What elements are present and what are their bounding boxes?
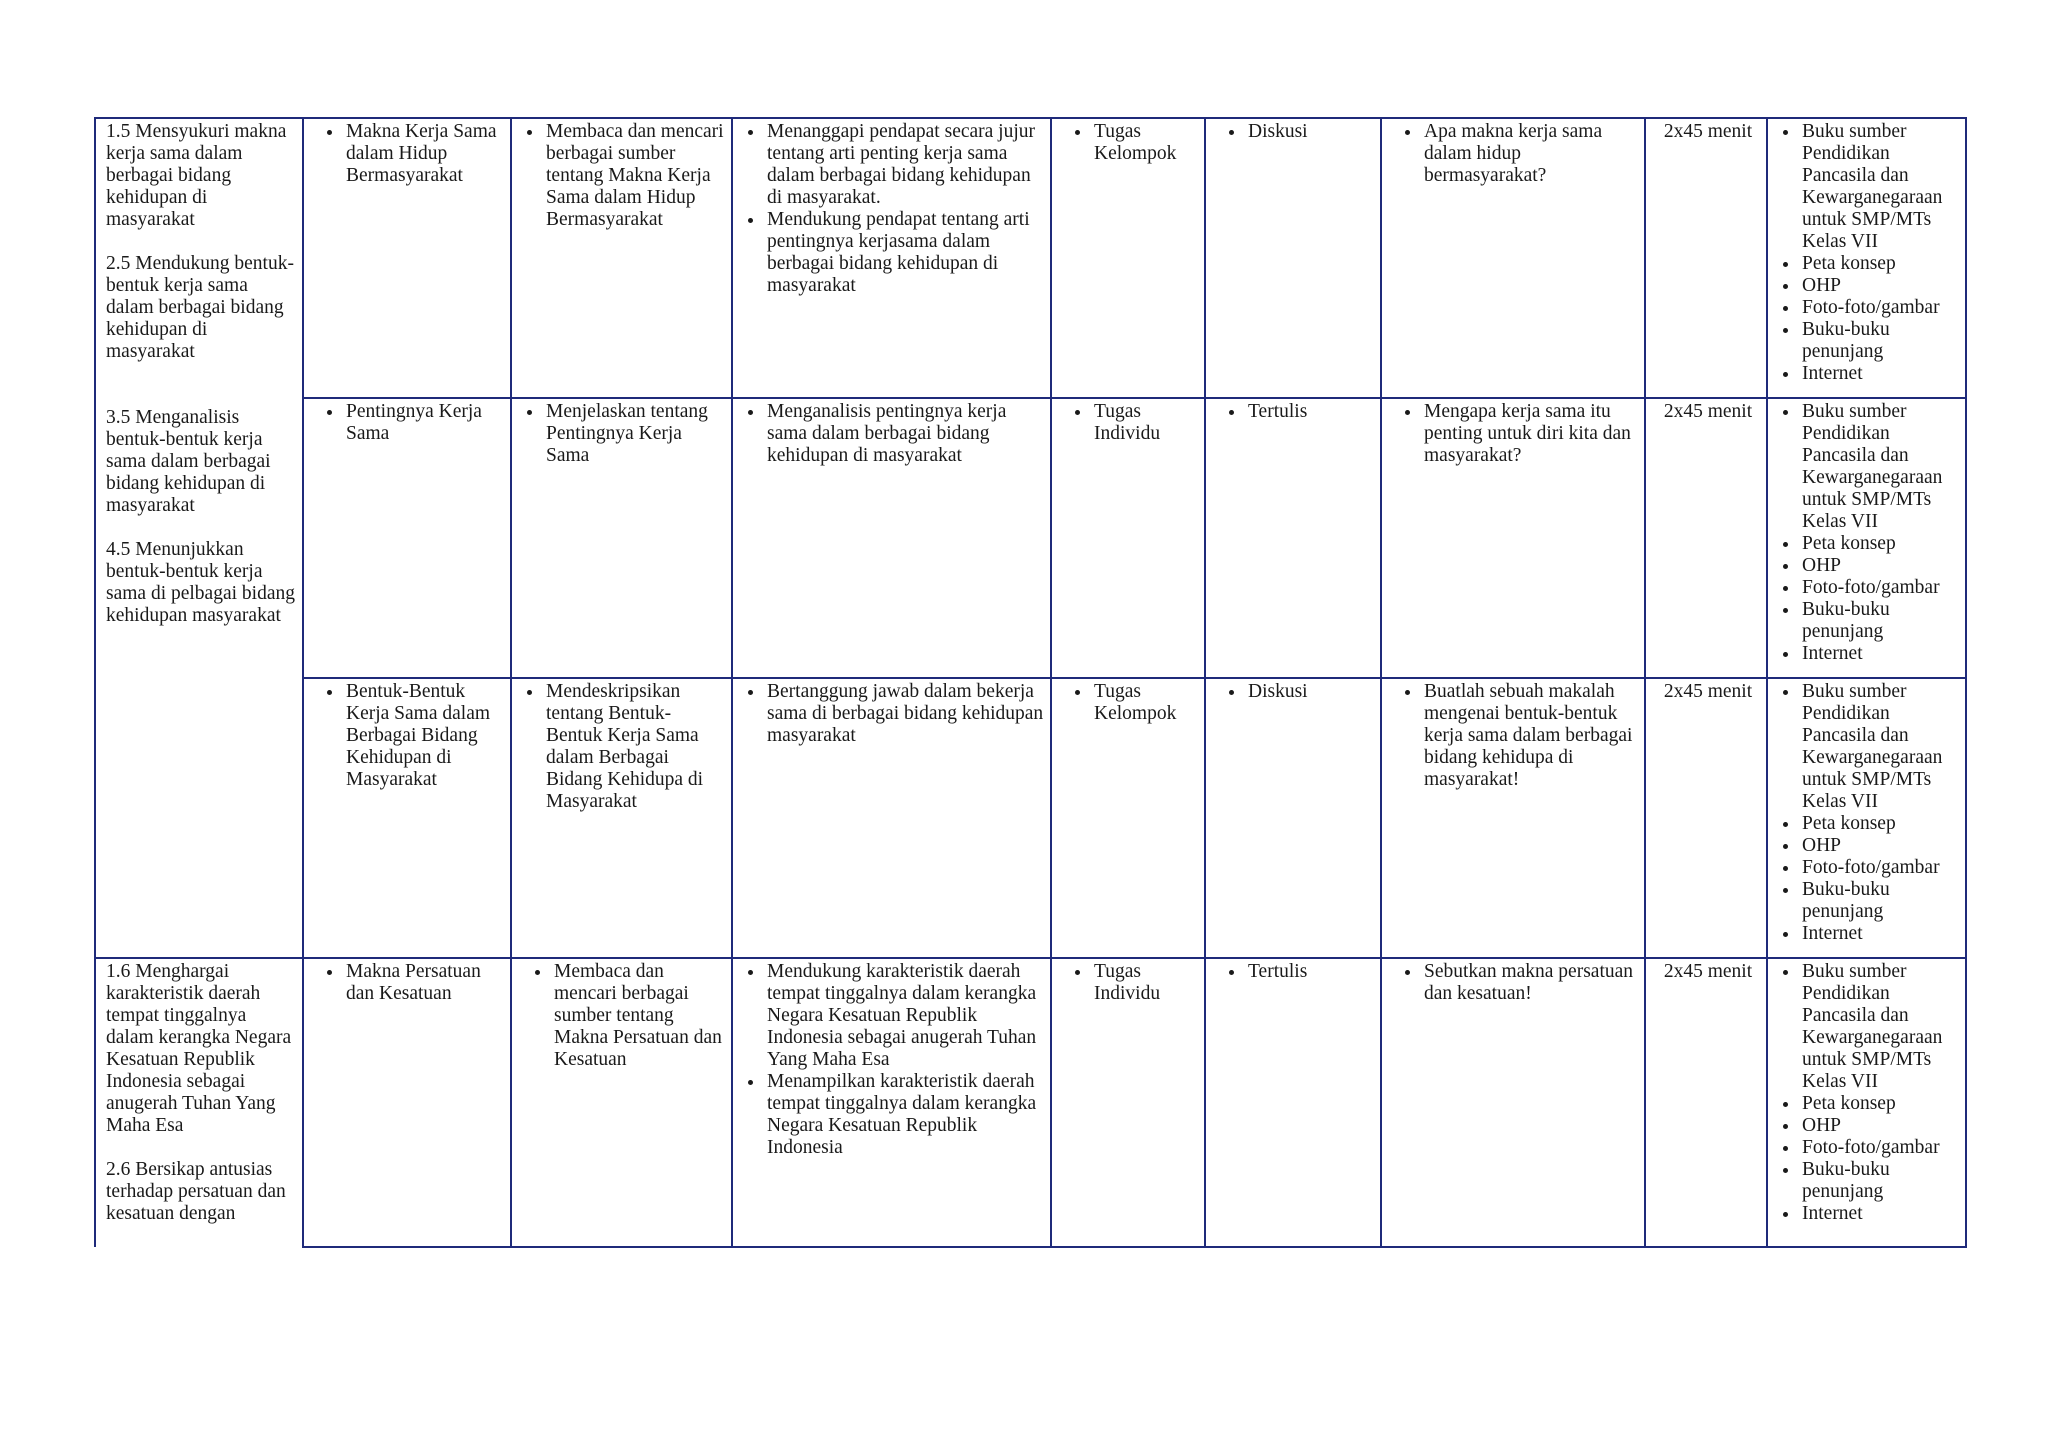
- teknik-cell: [1051, 118, 1205, 398]
- sumber-item: • OHP: [1800, 835, 1959, 857]
- instrumen-text: • Apa makna kerja sama dalam hidup bermasyarakat?: [1422, 121, 1638, 187]
- sumber-item: • OHP: [1800, 555, 1959, 577]
- sumber-item: • Buku-buku penunjang: [1800, 879, 1959, 923]
- instrumen-text: • Mengapa kerja sama itu penting untuk diri kita dan masyarakat?: [1422, 401, 1638, 467]
- sumber-item: • Foto-foto/gambar: [1800, 857, 1959, 879]
- indikator-item: • Bertanggung jawab dalam bekerja sama di berbagai bidang kehidupan masyarakat: [765, 681, 1044, 747]
- materi-text: • Pentingnya Kerja Sama: [344, 401, 504, 445]
- sumber-item: • Buku-buku penunjang: [1800, 599, 1959, 643]
- teknik-text: • Tugas Individu: [1092, 401, 1198, 445]
- sumber-item: • Peta konsep: [1800, 813, 1959, 835]
- sumber-item: • Buku sumber Pendidikan Pancasila dan Kewarganegaraan untuk SMP/MTs Kelas VII: [1800, 681, 1959, 813]
- materi-cell: [303, 678, 511, 958]
- pembelajaran-cell: [511, 958, 732, 1247]
- kd-item: 2.5 Mendukung bentuk-bentuk kerja sama dalam berbagai bidang kehidupan di masyarakat: [106, 253, 294, 362]
- instrumen-text: • Buatlah sebuah makalah mengenai bentuk-bentuk kerja sama dalam berbagai bidang kehidupa di masyarakat!: [1422, 681, 1638, 791]
- instrumen-text: • Sebutkan makna persatuan dan kesatuan!: [1422, 961, 1638, 1005]
- pembelajaran-text: • Membaca dan mencari berbagai sumber tentang Makna Kerja Sama dalam Hidup Bermasyarakat: [544, 121, 725, 231]
- indikator-cell: [732, 118, 1051, 398]
- sumber-item: • Peta konsep: [1800, 253, 1959, 275]
- sumber-cell: [1767, 958, 1966, 1247]
- indikator-item: • Menampilkan karakteristik daerah tempat tinggalnya dalam kerangka Negara Kesatuan Republik Indonesia: [765, 1071, 1044, 1159]
- kd-item: 2.6 Bersikap antusias terhadap persatuan dan kesatuan dengan: [106, 1159, 286, 1224]
- sumber-item: • Internet: [1800, 923, 1959, 945]
- bentuk-text: • Tertulis: [1246, 401, 1374, 423]
- materi-cell: [303, 118, 511, 398]
- sumber-item: • Internet: [1800, 363, 1959, 385]
- waktu-cell: 2x45 menit: [1645, 958, 1767, 1247]
- materi-cell: [303, 398, 511, 678]
- bentuk-text: • Tertulis: [1246, 961, 1374, 983]
- materi-text: • Bentuk-Bentuk Kerja Sama dalam Berbagai Bidang Kehidupan di Masyarakat: [344, 681, 504, 791]
- sumber-item: • Buku sumber Pendidikan Pancasila dan Kewarganegaraan untuk SMP/MTs Kelas VII: [1800, 401, 1959, 533]
- materi-cell: [303, 958, 511, 1247]
- pembelajaran-cell: [511, 118, 732, 398]
- table-row: [95, 958, 1966, 1247]
- sumber-item: • Foto-foto/gambar: [1800, 1137, 1959, 1159]
- kd-item: 1.6 Menghargai karakteristik daerah tempat tinggalnya dalam kerangka Negara Kesatuan Republik Indonesia sebagai anugerah Tuhan Yang Maha Esa: [106, 961, 292, 1136]
- instrumen-cell: [1381, 118, 1645, 398]
- bentuk-text: • Diskusi: [1246, 681, 1374, 703]
- indikator-item: • Menganalisis pentingnya kerja sama dalam berbagai bidang kehidupan di masyarakat: [765, 401, 1044, 467]
- sumber-item: • Peta konsep: [1800, 533, 1959, 555]
- teknik-text: • Tugas Kelompok: [1092, 121, 1198, 165]
- indikator-item: • Mendukung pendapat tentang arti pentingnya kerjasama dalam berbagai bidang kehidupan di masyarakat: [765, 209, 1044, 297]
- kd-item: 4.5 Menunjukkan bentuk-bentuk kerja sama di pelbagai bidang kehidupan masyarakat: [106, 539, 295, 626]
- indikator-item: • Menanggapi pendapat secara jujur tentang arti penting kerja sama dalam berbagai bidang kehidupan di masyarakat.: [765, 121, 1044, 209]
- sumber-item: • Peta konsep: [1800, 1093, 1959, 1115]
- sumber-item: • Foto-foto/gambar: [1800, 297, 1959, 319]
- teknik-cell: [1051, 398, 1205, 678]
- kd-item: 1.5 Mensyukuri makna kerja sama dalam berbagai bidang kehidupan di masyarakat: [106, 121, 287, 230]
- sumber-item: • Buku sumber Pendidikan Pancasila dan Kewarganegaraan untuk SMP/MTs Kelas VII: [1800, 121, 1959, 253]
- instrumen-cell: [1381, 398, 1645, 678]
- table-row: [95, 398, 1966, 678]
- indikator-cell: [732, 398, 1051, 678]
- kompetensi-dasar-cell: [95, 958, 303, 1247]
- teknik-cell: [1051, 958, 1205, 1247]
- sumber-item: • Buku sumber Pendidikan Pancasila dan Kewarganegaraan untuk SMP/MTs Kelas VII: [1800, 961, 1959, 1093]
- instrumen-cell: [1381, 678, 1645, 958]
- bentuk-cell: [1205, 958, 1381, 1247]
- kompetensi-dasar-cell: [95, 118, 303, 958]
- sumber-cell: [1767, 398, 1966, 678]
- bentuk-cell: [1205, 398, 1381, 678]
- materi-text: • Makna Persatuan dan Kesatuan: [344, 961, 504, 1005]
- sumber-item: • OHP: [1800, 1115, 1959, 1137]
- pembelajaran-cell: [511, 678, 732, 958]
- pembelajaran-cell: [511, 398, 732, 678]
- sumber-item: • Internet: [1800, 1203, 1959, 1225]
- bentuk-cell: [1205, 678, 1381, 958]
- pembelajaran-text: • Membaca dan mencari berbagai sumber tentang Makna Persatuan dan Kesatuan: [552, 961, 725, 1071]
- syllabus-table: [94, 117, 1967, 1248]
- bentuk-cell: [1205, 118, 1381, 398]
- sumber-item: • Buku-buku penunjang: [1800, 319, 1959, 363]
- bentuk-text: • Diskusi: [1246, 121, 1374, 143]
- teknik-cell: [1051, 678, 1205, 958]
- indikator-item: • Mendukung karakteristik daerah tempat tinggalnya dalam kerangka Negara Kesatuan Republik Indonesia sebagai anugerah Tuhan Yang Maha Esa: [765, 961, 1044, 1071]
- sumber-item: • Foto-foto/gambar: [1800, 577, 1959, 599]
- waktu-cell: 2x45 menit: [1645, 118, 1767, 398]
- waktu-cell: 2x45 menit: [1645, 398, 1767, 678]
- teknik-text: • Tugas Individu: [1092, 961, 1198, 1005]
- materi-text: • Makna Kerja Sama dalam Hidup Bermasyarakat: [344, 121, 504, 187]
- sumber-item: • Internet: [1800, 643, 1959, 665]
- teknik-text: • Tugas Kelompok: [1092, 681, 1198, 725]
- sumber-item: • Buku-buku penunjang: [1800, 1159, 1959, 1203]
- table-row: [95, 118, 1966, 398]
- table-row: [95, 678, 1966, 958]
- sumber-item: • OHP: [1800, 275, 1959, 297]
- sumber-cell: [1767, 118, 1966, 398]
- waktu-cell: 2x45 menit: [1645, 678, 1767, 958]
- pembelajaran-text: • Mendeskripsikan tentang Bentuk-Bentuk Kerja Sama dalam Berbagai Bidang Kehidupa di Masyarakat: [544, 681, 725, 813]
- sumber-cell: [1767, 678, 1966, 958]
- indikator-cell: [732, 958, 1051, 1247]
- instrumen-cell: [1381, 958, 1645, 1247]
- pembelajaran-text: • Menjelaskan tentang Pentingnya Kerja Sama: [544, 401, 725, 467]
- indikator-cell: [732, 678, 1051, 958]
- kd-item: 3.5 Menganalisis bentuk-bentuk kerja sama dalam berbagai bidang kehidupan di masyarakat: [106, 407, 271, 516]
